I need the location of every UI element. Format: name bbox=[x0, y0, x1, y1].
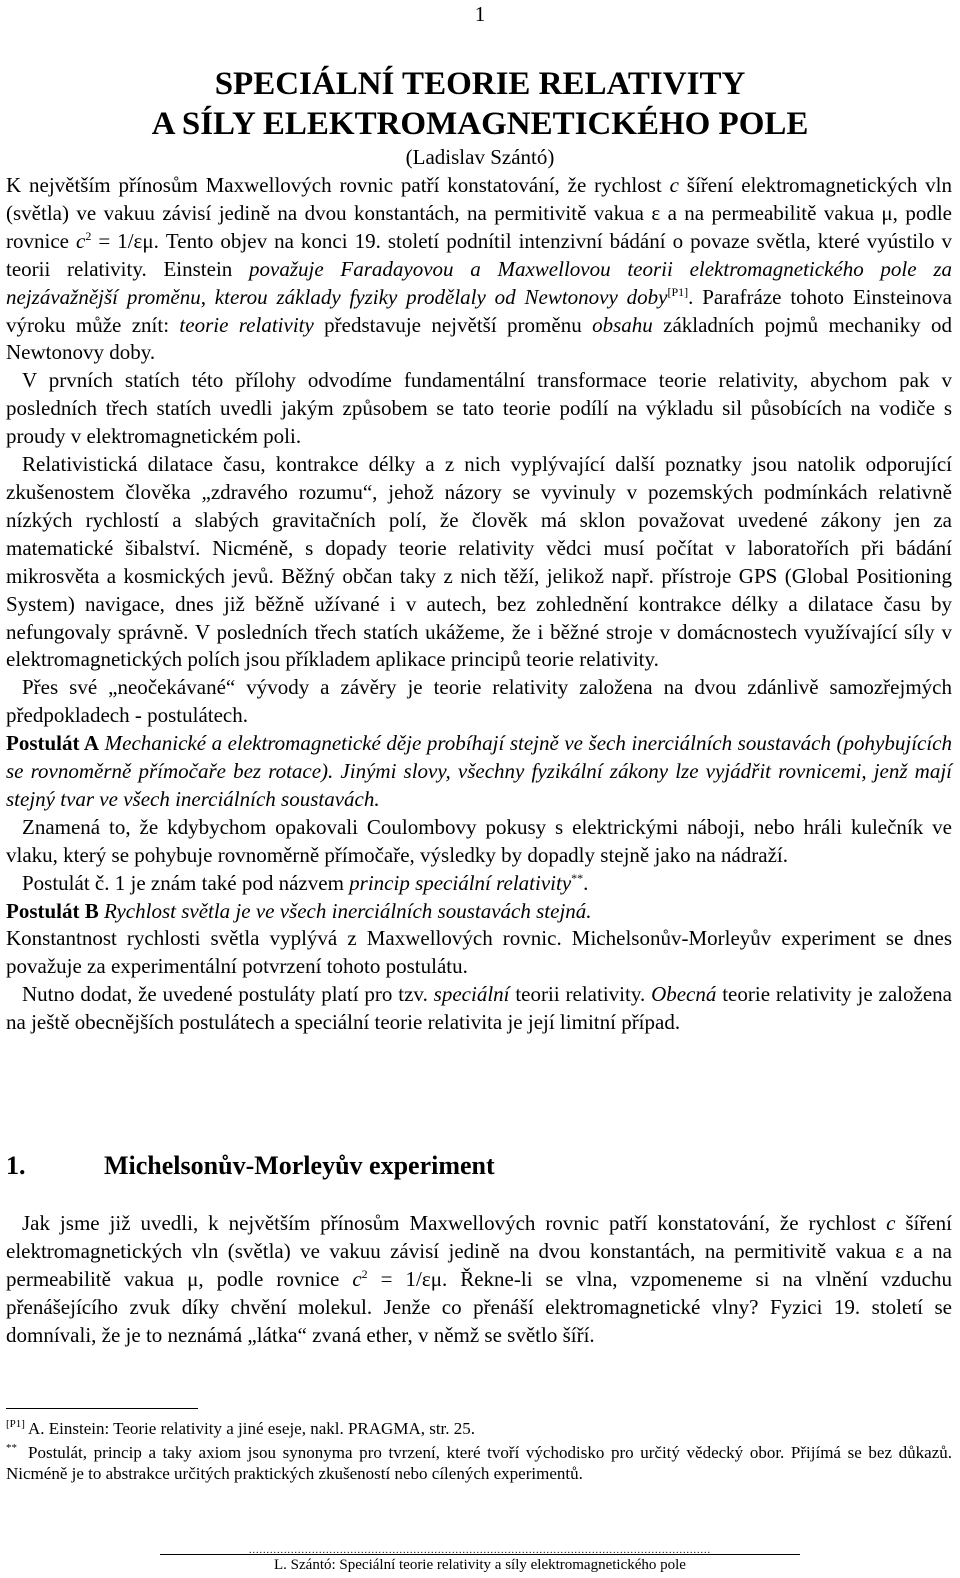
intro-body bbox=[6, 172, 952, 1037]
footnote-separator bbox=[6, 1408, 198, 1409]
after-b-paragraph-2: Nutno dodat, že uvedené postuláty platí pro tzv. speciální teorii relativity. Obecná teorie relativity je založena na ještě obecnějších postulátech a speciální teorie relativita je její limitní případ. bbox=[6, 982, 952, 1035]
document-title-line-2: A SÍLY ELEKTROMAGNETICKÉHO POLE bbox=[151, 106, 809, 142]
page-footer: L. Szántó: Speciální teorie relativity a síly elektromagnetického pole bbox=[274, 1557, 686, 1573]
postulate-b-text: Rychlost světla je ve všech inerciálních soustavách stejná. bbox=[104, 898, 592, 923]
intro-paragraph-4: Přes své „neočekávané“ vývody a závěry je teorie relativity založena na dvou zdánlivě samozřejmých předpokladech - postulátech. bbox=[6, 675, 952, 728]
postulate-a-text: Mechanické a elektromagnetické děje probíhají stejně ve šech inerciálních soustavách (pohybujících se rovnoměrně přímočaře bez rotace). Jinými slovy, všechny fyzikální zákony lze vyjádřit rovnicemi, jenž mají stejný tvar ve všech inerciálních soustavách. bbox=[6, 731, 953, 811]
section-1-body bbox=[6, 1210, 952, 1350]
postulate-b bbox=[6, 898, 952, 926]
footer-rule bbox=[160, 1554, 800, 1555]
footer-dotted-line: .................................................................................................................................... bbox=[249, 1545, 711, 1556]
section-1-title: Michelsonův-Morleyův experiment bbox=[104, 1151, 495, 1180]
footnotes bbox=[6, 1418, 952, 1487]
after-a-paragraph-2: Postulát č. 1 je znám také pod názvem princip speciální relativity**. bbox=[22, 870, 589, 895]
postulate-b-label: Postulát B bbox=[6, 898, 99, 923]
footnote-ref-stars[interactable]: ** bbox=[571, 870, 584, 885]
author: (Ladislav Szántó) bbox=[405, 145, 555, 169]
footnote-ref-p1[interactable]: [P1] bbox=[667, 284, 689, 299]
intro-paragraph-3: Relativistická dilatace času, kontrakce délky a z nich vyplývající další poznatky jsou natolik odporující zkušenostem člověka „zdravého rozumu“, jehož názory se vyvinuly v pozemských podmínkách relativně nízkých rychlostí a slabých gravitačních polí, že člověk má sklon považovat uvedené zákony jen za matematické šibalství. Nicméně, s dopady teorie relativity vědci musí počítat v laboratořích při bádání mikrosvěta a kosmických jevů. Běžný občan taky z nich těží, jelikož např. přístroje GPS (Global Positioning System) navigace, dnes již běžně užívané i v autech, bez zohlednění kontrakce délky a dilatace času by nefungovaly správně. V posledních třech statích ukážeme, že i běžné stroje v domácnostech využívající síly v elektromagnetických polích jsou příkladem aplikace principů teorie relativity. bbox=[6, 452, 952, 672]
section-1-paragraph: Jak jsme již uvedli, k největším přínosům Maxwellových rovnic patří konstatování, že rychlost c šíření elektromagnetických vln (světla) ve vakuu závisí jedině na dvou konstantách, na permitivitě vakua ε a na permeabilitě vakua μ, podle rovnice $c^2 = 1/\varepsilon\mu$. Řekne-li se vlna, vzpomeneme si na vlnění vzduchu přenášejícího zvuk díky chvění molekul. Jenže co přenáší elektromagnetické vlny? Fyzici 19. století se domnívali, že je to neznámá „látka“ zvaná ether, v němž se světlo šíří. bbox=[6, 1211, 953, 1347]
intro-paragraph-2: V prvních statích této přílohy odvodíme fundamentální transformace teorie relativity, abychom pak v posledních třech statích uvedli jakým způsobem se tato teorie podílí na výkladu sil působících na vodiče s proudy v elektromagnetickém poli. bbox=[6, 368, 952, 449]
postulate-a-label: Postulát A bbox=[6, 731, 100, 756]
section-1-heading bbox=[6, 1149, 952, 1183]
footnote-p1: [P1] A. Einstein: Teorie relativity a jiné eseje, nakl. PRAGMA, str. 25. bbox=[6, 1418, 476, 1438]
document-title-line-1: SPECIÁLNÍ TEORIE RELATIVITY bbox=[214, 66, 746, 102]
section-1-number: 1. bbox=[6, 1151, 26, 1180]
page-number: 1 bbox=[474, 2, 486, 26]
intro-paragraph-1: K největším přínosům Maxwellových rovnic patří konstatování, že rychlost c šíření elektromagnetických vln (světla) ve vakuu závisí jedině na dvou konstantách, na permitivitě vakua ε a na permeabilitě vakua μ, podle rovnice $c^2 = 1/\varepsilon\mu$. Tento objev na konci 19. století podnítil intenzivní bádání o povaze světla, které vyústilo v teorii relativity. Einstein považuje Faradayovou a Maxwellovou teorii elektromagnetického pole za nejzávažnější proměnu, kterou základy fyziky prodělaly od Newtonovy doby[P1]. Parafráze tohoto Einsteinova výroku může znít: teorie relativity představuje největší proměnu obsahu základních pojmů mechaniky od Newtonovy doby. bbox=[6, 173, 953, 365]
after-b-paragraph-1: Konstantnost rychlosti světla vyplývá z Maxwellových rovnic. Michelsonův-Morleyův experiment se dnes považuje za experimentální potvrzení tohoto postulátu. bbox=[6, 926, 952, 979]
footnote-text: Postulát, princip a taky axiom jsou synonyma pro tvrzení, které tvoří východisko pro určitý vědecký obor. Přijímá se bez důkazů. Nicméně je to abstrakce určitých praktických zkušeností nebo cílených experimentů. bbox=[6, 1443, 952, 1483]
after-a-paragraph-1: Znamená to, že kdybychom opakovali Coulombovy pokusy s elektrickými náboji, nebo hráli kulečník ve vlaku, který se pohybuje rovnoměrně přímočaře, výsledky by dopadly stejně jako na nádraží. bbox=[6, 814, 952, 867]
footnote-stars: ** Postulát, princip a taky axiom jsou synonyma pro tvrzení, které tvoří východisko pro určitý vědecký obor. Přijímá se bez důkazů. Nicméně je to abstrakce určitých praktických zkušeností nebo cílených experimentů. bbox=[6, 1442, 952, 1483]
footnote-text: A. Einstein: Teorie relativity a jiné eseje, nakl. PRAGMA, str. 25. bbox=[28, 1419, 476, 1438]
postulate-a bbox=[6, 730, 952, 814]
